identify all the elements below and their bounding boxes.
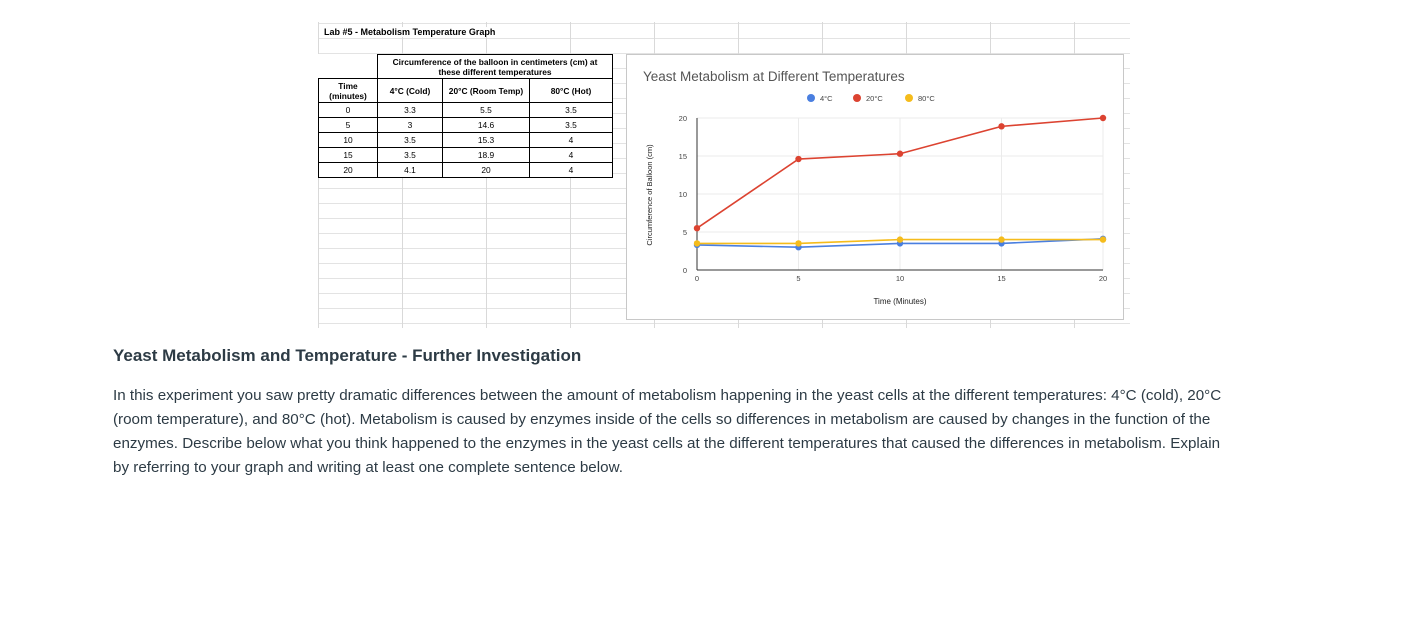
chart-gridlines xyxy=(697,118,1103,270)
legend-label: 80°C xyxy=(918,94,935,103)
y-tick-label: 10 xyxy=(678,190,687,199)
chart-legend xyxy=(807,94,935,103)
table-cell: 14.6 xyxy=(443,118,530,133)
data-point xyxy=(998,123,1004,129)
table-cell: 3.5 xyxy=(530,118,613,133)
group-header: Circumference of the balloon in centimeters (cm) at these different temperatures xyxy=(378,55,613,79)
data-table xyxy=(318,54,613,178)
table-cell: 18.9 xyxy=(443,148,530,163)
table-cell: 15 xyxy=(319,148,378,163)
x-tick-label: 10 xyxy=(895,274,905,283)
data-point xyxy=(795,240,801,246)
x-tick-label: 15 xyxy=(997,274,1006,283)
data-point xyxy=(795,156,801,162)
data-point xyxy=(897,236,903,242)
table-cell: 4 xyxy=(530,133,613,148)
data-point xyxy=(897,151,903,157)
x-axis-label: Time (Minutes) xyxy=(873,297,927,306)
header-80c: 80°C (Hot) xyxy=(530,79,613,103)
y-axis-label: Circumference of Balloon (cm) xyxy=(645,144,654,246)
spreadsheet-image xyxy=(318,22,1130,328)
table-cell: 4.1 xyxy=(378,163,443,178)
y-tick-label: 15 xyxy=(678,152,687,161)
y-tick-label: 0 xyxy=(682,266,687,275)
y-tick-label: 20 xyxy=(678,114,687,123)
line-chart xyxy=(626,54,1124,320)
table-cell: 4 xyxy=(530,148,613,163)
legend-label: 4°C xyxy=(820,94,833,103)
header-20c: 20°C (Room Temp) xyxy=(443,79,530,103)
legend-marker xyxy=(807,94,815,102)
y-tick-label: 5 xyxy=(682,228,687,237)
table-cell: 5.5 xyxy=(443,103,530,118)
legend-marker xyxy=(905,94,913,102)
table-cell: 10 xyxy=(319,133,378,148)
table-cell: 3.5 xyxy=(530,103,613,118)
header-4c: 4°C (Cold) xyxy=(378,79,443,103)
section-heading: Yeast Metabolism and Temperature - Further Investigation xyxy=(113,346,582,365)
table-cell: 3.5 xyxy=(378,148,443,163)
chart-title: Yeast Metabolism at Different Temperatures xyxy=(643,69,905,84)
chart-canvas xyxy=(627,55,1123,319)
table-cell: 5 xyxy=(319,118,378,133)
data-point xyxy=(1100,115,1106,121)
x-tick-label: 0 xyxy=(694,274,700,283)
data-point xyxy=(694,225,700,231)
table-cell: 15.3 xyxy=(443,133,530,148)
table-cell: 20 xyxy=(443,163,530,178)
table-cell: 3.3 xyxy=(378,103,443,118)
legend-marker xyxy=(853,94,861,102)
x-tick-label: 5 xyxy=(796,274,801,283)
table-cell: 3 xyxy=(378,118,443,133)
table-cell: 3.5 xyxy=(378,133,443,148)
sheet-title: Lab #5 - Metabolism Temperature Graph xyxy=(324,27,496,37)
legend-label: 20°C xyxy=(866,94,883,103)
chart-axes xyxy=(679,114,1108,283)
header-time: Time (minutes) xyxy=(319,79,378,103)
question-prompt: In this experiment you saw pretty dramatic differences between the amount of metabolism happening in the yeast cells at the different temperatures: 4°C (cold), 20°C (room temperature), and 80°C (hot). Metabolism is caused by enzymes inside of the cells so differences in metabolism are caused by changes in the function of the enzymes. Describe below what you think happened to the enzymes in the yeast cells at the different temperatures that caused the differences in metabolism. Explain by referring to your graph and writing at least one complete sentence below. xyxy=(113,387,1222,476)
x-tick-label: 20 xyxy=(1098,274,1108,283)
data-point xyxy=(1100,236,1106,242)
table-cell: 0 xyxy=(319,103,378,118)
table-cell: 4 xyxy=(530,163,613,178)
data-point xyxy=(694,240,700,246)
data-point xyxy=(998,236,1004,242)
table-cell: 20 xyxy=(319,163,378,178)
